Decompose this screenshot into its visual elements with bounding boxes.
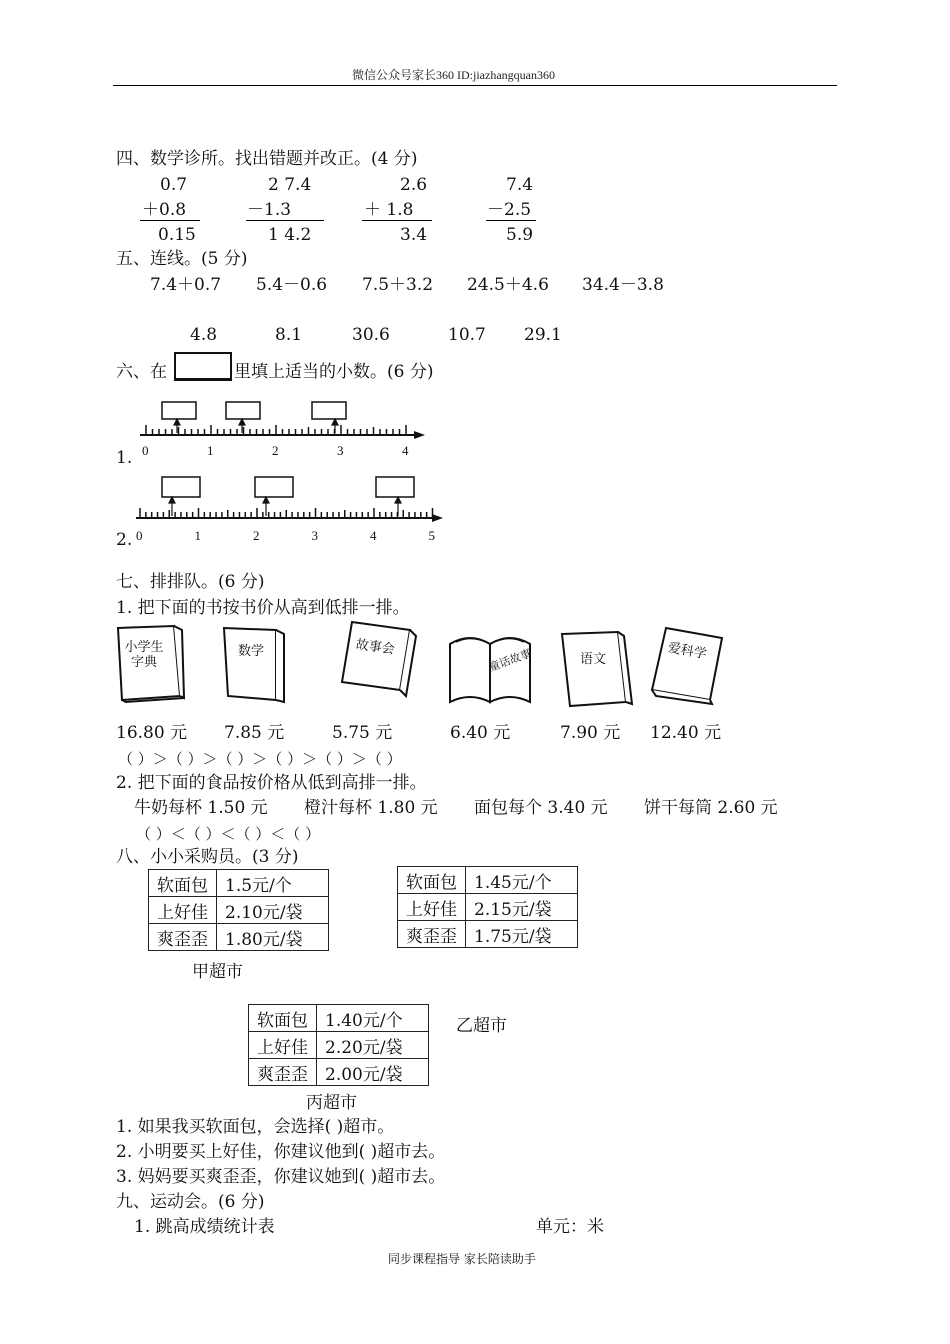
- market-b-name: 乙超市: [456, 1016, 507, 1036]
- book-fairytale-title: 童话故事: [487, 646, 534, 675]
- numberline-1-pointer-3-head: [332, 419, 338, 425]
- numberline-1-tick-label: 3: [337, 443, 344, 458]
- s4-underline-4: [486, 220, 536, 221]
- numberline-2-answer-box-3[interactable]: [376, 477, 414, 497]
- s4-r1-c1: 0.7: [160, 175, 188, 195]
- book-price-6: 12.40 元: [650, 723, 722, 743]
- numberline-2-tick-label: 3: [311, 528, 318, 543]
- food-4: 饼干每筒 2.60 元: [644, 798, 778, 818]
- market-c-price-2: 2.20元/袋: [317, 1032, 429, 1059]
- s5-expr-1: 7.4＋0.7: [150, 275, 222, 295]
- s4-underline-1: [140, 220, 200, 221]
- market-a-price-1: 1.5元/个: [217, 870, 329, 897]
- s5-answer-3: 30.6: [352, 325, 390, 345]
- s5-answer-4: 10.7: [448, 325, 486, 345]
- s4-underline-3: [362, 220, 432, 221]
- market-b-price-3: 1.75元/袋: [466, 921, 578, 948]
- market-a-price-2: 2.10元/袋: [217, 897, 329, 924]
- numberline-1-tick-label: 0: [142, 443, 149, 458]
- numberline-2-tick-label: 5: [428, 528, 435, 543]
- food-1: 牛奶每杯 1.50 元: [134, 798, 268, 818]
- market-a-price-3: 1.80元/袋: [217, 924, 329, 951]
- page-header: 微信公众号家长360 ID:jiazhangquan360: [352, 68, 555, 82]
- book-chinese: [558, 630, 636, 710]
- s4-r3-c3: 3.4: [400, 225, 428, 245]
- s4-r2-c4: －2.5: [487, 200, 532, 220]
- numberline-2-answer-box-2[interactable]: [255, 477, 293, 497]
- s9-question-1: 1. 跳高成绩统计表: [134, 1217, 275, 1237]
- s4-r2-c2: －1.3: [247, 200, 292, 220]
- numberline-1-tick-label: 1: [207, 443, 214, 458]
- book-story-title: 故事会: [354, 637, 396, 658]
- market-b-item-2: 上好佳: [398, 894, 466, 921]
- book-chinese-title: 语文: [580, 652, 607, 667]
- numberline-1-answer-box-3[interactable]: [312, 402, 346, 419]
- s5-answer-2: 8.1: [275, 325, 303, 345]
- numberline-2-tick-label: 0: [136, 528, 143, 543]
- s5-answer-1: 4.8: [190, 325, 218, 345]
- food-order-blanks[interactable]: （ ）＜（ ）＜（ ）＜（ ）: [136, 825, 321, 843]
- s5-answer-5: 29.1: [524, 325, 562, 345]
- s5-expr-4: 24.5＋4.6: [467, 275, 549, 295]
- numberline-1-answer-box-1[interactable]: [162, 402, 196, 419]
- book-price-3: 5.75 元: [332, 723, 393, 743]
- market-b-item-1: 软面包: [398, 867, 466, 894]
- s4-r3-c1: 0.15: [158, 225, 196, 245]
- market-c-item-2: 上好佳: [249, 1032, 317, 1059]
- market-b-table: [397, 866, 578, 948]
- s4-r3-c2: 1 4.2: [268, 225, 312, 245]
- numberline-1-arrowhead: [414, 431, 425, 439]
- market-a-item-2: 上好佳: [149, 897, 217, 924]
- book-order-blanks[interactable]: （ ）＞（ ）＞（ ）＞（ ）＞（ ）＞（ ）: [118, 750, 402, 768]
- s5-expr-2: 5.4－0.6: [256, 275, 328, 295]
- section-7-title: 七、排排队。(6 分): [116, 572, 265, 592]
- numberline-2-answer-box-1[interactable]: [162, 477, 200, 497]
- market-b-price-1: 1.45元/个: [466, 867, 578, 894]
- book-dictionary-title: 小学生 字典: [124, 640, 164, 670]
- book-price-1: 16.80 元: [116, 723, 188, 743]
- book-math-title: 数学: [238, 644, 265, 659]
- sample-fill-box: [174, 352, 232, 381]
- numberline-2-pointer-1-head: [169, 497, 175, 503]
- market-c-name: 丙超市: [306, 1093, 357, 1113]
- numberline-2-tick-label: 1: [194, 528, 201, 543]
- section-9-title: 九、运动会。(6 分): [116, 1192, 265, 1212]
- numberline-1-tick-label: 2: [272, 443, 279, 458]
- numberline-1-tick-label: 4: [402, 443, 409, 458]
- market-c-price-3: 2.00元/袋: [317, 1059, 429, 1086]
- section-5-title: 五、连线。(5 分): [116, 249, 248, 269]
- s7-question-1: 1. 把下面的书按书价从高到低排一排。: [116, 598, 410, 618]
- s8-question-2: 2. 小明要买上好佳，你建议他到( )超市去。: [116, 1142, 446, 1162]
- market-a-name: 甲超市: [192, 962, 243, 982]
- section-4-title: 四、数学诊所。找出错题并改正。(4 分): [116, 149, 418, 169]
- market-c-item-1: 软面包: [249, 1005, 317, 1032]
- s4-r1-c3: 2.6: [400, 175, 428, 195]
- book-science: [648, 624, 728, 706]
- numberline-2-label: 2.: [116, 530, 133, 550]
- s7-question-2: 2. 把下面的食品按价格从低到高排一排。: [116, 773, 427, 793]
- numberline-2: [128, 470, 448, 545]
- header-rule: [113, 85, 837, 86]
- numberline-2-pointer-3-head: [395, 497, 401, 503]
- book-math: [216, 624, 291, 706]
- food-2: 橙汁每杯 1.80 元: [304, 798, 438, 818]
- s4-r1-c2: 2 7.4: [268, 175, 312, 195]
- book-science-title: 爱科学: [666, 640, 708, 663]
- market-a-table: [148, 869, 329, 951]
- s4-underline-2: [246, 220, 324, 221]
- food-3: 面包每个 3.40 元: [474, 798, 608, 818]
- s8-question-3: 3. 妈妈要买爽歪歪，你建议她到( )超市去。: [116, 1167, 446, 1187]
- market-a-item-1: 软面包: [149, 870, 217, 897]
- numberline-1: [130, 395, 430, 460]
- numberline-1-label: 1.: [116, 448, 133, 468]
- market-b-price-2: 2.15元/袋: [466, 894, 578, 921]
- numberline-2-pointer-2-head: [263, 497, 269, 503]
- section-8-title: 八、小小采购员。(3 分): [116, 847, 299, 867]
- book-price-4: 6.40 元: [450, 723, 511, 743]
- numberline-2-arrowhead: [432, 514, 443, 522]
- s8-question-1: 1. 如果我买软面包，会选择( )超市。: [116, 1117, 395, 1137]
- s4-r3-c4: 5.9: [506, 225, 534, 245]
- s5-expr-3: 7.5＋3.2: [362, 275, 434, 295]
- market-c-table: [248, 1004, 429, 1086]
- numberline-2-tick-label: 4: [370, 528, 377, 543]
- market-a-item-3: 爽歪歪: [149, 924, 217, 951]
- s9-unit: 单元：米: [536, 1217, 604, 1237]
- s5-expr-5: 34.4－3.8: [582, 275, 664, 295]
- book-price-2: 7.85 元: [224, 723, 285, 743]
- numberline-1-answer-box-2[interactable]: [226, 402, 260, 419]
- numberline-1-pointer-2-head: [239, 419, 245, 425]
- section-6-title-post: 里填上适当的小数。(6 分): [234, 362, 434, 382]
- s4-r1-c4: 7.4: [506, 175, 534, 195]
- book-price-5: 7.90 元: [560, 723, 621, 743]
- s4-r2-c3: ＋ 1.8: [364, 200, 414, 220]
- book-story: [338, 618, 420, 700]
- numberline-2-tick-label: 2: [253, 528, 260, 543]
- section-6-title-pre: 六、在: [116, 362, 167, 382]
- s4-r2-c1: ＋0.8: [142, 200, 187, 220]
- numberline-1-pointer-1-head: [174, 419, 180, 425]
- page-footer: 同步课程指导 家长陪读助手: [388, 1252, 536, 1266]
- market-c-item-3: 爽歪歪: [249, 1059, 317, 1086]
- market-c-price-1: 1.40元/个: [317, 1005, 429, 1032]
- market-b-item-3: 爽歪歪: [398, 921, 466, 948]
